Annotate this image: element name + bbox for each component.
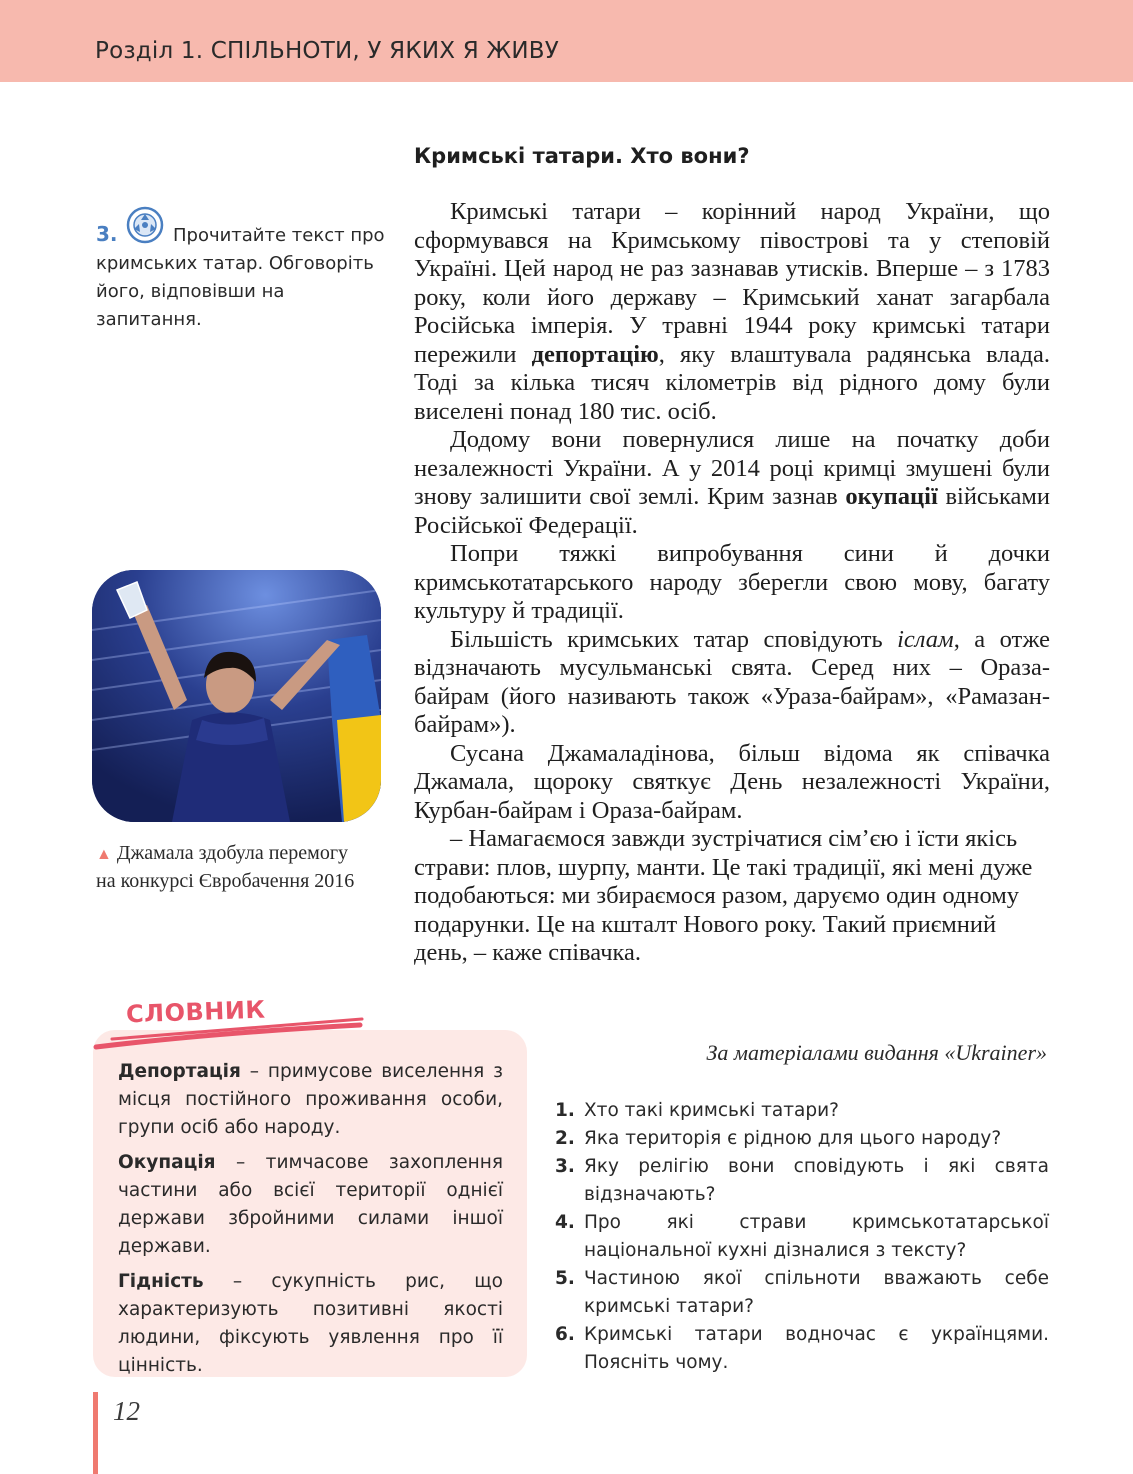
- question-text: Яку релігію вони сповідують і які свята відзначають?: [584, 1156, 1049, 1205]
- glossary-entry: [118, 1149, 503, 1261]
- article-paragraph: Більшість кримських татар сповідують іслам, а отже відзначають мусульманські свята. Серед них – Ораза-байрам (його називають також «Ураза-байрам», «Рамазан-байрам»).: [414, 625, 1050, 738]
- article-paragraph: Додому вони повернулися лише на початку доби незалежності України. А у 2014 році кримці змушені були знову залишити свої землі. Крим зазнав окупації військами Російської Федерації.: [414, 426, 1050, 539]
- photo-caption: [96, 840, 366, 894]
- page-number: 12: [113, 1396, 140, 1426]
- triangle-marker-icon: ▲: [96, 846, 112, 863]
- glossary-entries: [118, 1058, 503, 1387]
- questions-list: [555, 1097, 1049, 1377]
- article-paragraph: Кримські татари – корінний народ України, що сформувався на Кримському півострові та у степовій Україні. Цей народ не раз зазнавав утисків. Вперше – з 1783 року, коли його державу – Кримський ханат загарбала Російська імперія. У травні 1944 року кримські татари пережили депортацію, яку влаштувала радянська влада. Тоді за кілька тисяч кілометрів від рідного дому були виселені понад 180 тис. осіб.: [414, 198, 1050, 425]
- question-text: Кримські татари водночас є українцями. Поясніть чому.: [584, 1324, 1049, 1373]
- question-item: [555, 1153, 1049, 1209]
- chapter-title: Розділ 1. СПІЛЬНОТИ, У ЯКИХ Я ЖИВУ: [95, 38, 559, 64]
- glossary-term: Депортація: [118, 1061, 241, 1082]
- chapter-header: [0, 0, 1133, 82]
- question-number: 2.: [555, 1128, 575, 1149]
- glossary-definition: – сукупність рис, що характеризують позитивні якості людини, фіксують уявлення про її цінність.: [118, 1271, 503, 1376]
- question-text: Частиною якої спільноти вважають себе кримські татари?: [584, 1268, 1049, 1317]
- group-discussion-icon: [125, 205, 165, 245]
- source-attribution: За матеріалами видання «Ukrainer»: [706, 1040, 1047, 1065]
- question-number: 3.: [555, 1156, 575, 1177]
- glossary-entry: [118, 1058, 503, 1142]
- question-item: [555, 1321, 1049, 1377]
- term-occupation: окупації: [845, 483, 938, 510]
- photo-jamala-eurovision: [92, 570, 381, 822]
- task-block: [96, 205, 386, 334]
- task-text: Прочитайте текст про кримських татар. Обговоріть його, відповівши на запитання.: [96, 225, 385, 330]
- article-paragraph: Сусана Джамаладінова, більш відома як співачка Джамала, щороку святкує День незалежності України, Курбан-байрам і Ораза-байрам.: [414, 739, 1050, 824]
- glossary-term: Окупація: [118, 1152, 216, 1173]
- section-title: Кримські татари. Хто вони?: [414, 144, 750, 168]
- question-number: 4.: [555, 1212, 575, 1233]
- article-paragraph: – Намагаємося завжди зустрічатися сім’єю і їсти якісь страви: плов, шурпу, манти. Це такі традиції, які мені дуже подобаються: ми збираємося разом, даруємо один одному подарунки. Це на кшталт Нового року. Такий приємний день, – каже співачка.: [414, 825, 1033, 966]
- question-text: Яка територія є рідною для цього народу?: [584, 1128, 1002, 1149]
- article-paragraph: Попри тяжкі випробування сини й дочки кримськотатарського народу зберегли свою мову, багату культуру й традиції.: [414, 540, 1050, 624]
- question-text: Хто такі кримські татари?: [584, 1100, 839, 1121]
- question-item: [555, 1125, 1049, 1153]
- glossary-term: Гідність: [118, 1271, 204, 1292]
- glossary-definition: – тимчасове захоплення частини або всієї території однієї держави збройними силами іншої держави.: [118, 1152, 503, 1257]
- glossary-definition: – примусове виселення з місця постійного проживання особи, групи осіб або народу.: [118, 1061, 503, 1138]
- question-number: 5.: [555, 1268, 575, 1289]
- question-item: [555, 1097, 1049, 1125]
- question-item: [555, 1265, 1049, 1321]
- glossary-heading: СЛОВНИК: [125, 995, 266, 1029]
- question-number: 1.: [555, 1100, 575, 1121]
- term-islam: іслам: [897, 625, 954, 653]
- question-item: [555, 1209, 1049, 1265]
- glossary-entry: [118, 1268, 503, 1380]
- main-article: [414, 198, 1050, 968]
- question-number: 6.: [555, 1324, 575, 1345]
- page-margin-bar: [93, 1392, 98, 1474]
- question-text: Про які страви кримськотатарської національної кухні дізналися з тексту?: [584, 1212, 1049, 1261]
- caption-text: Джамала здобула перемогу на конкурсі Євробачення 2016: [96, 842, 355, 892]
- task-number: 3.: [96, 222, 118, 246]
- term-deportation: депортацію: [531, 340, 659, 368]
